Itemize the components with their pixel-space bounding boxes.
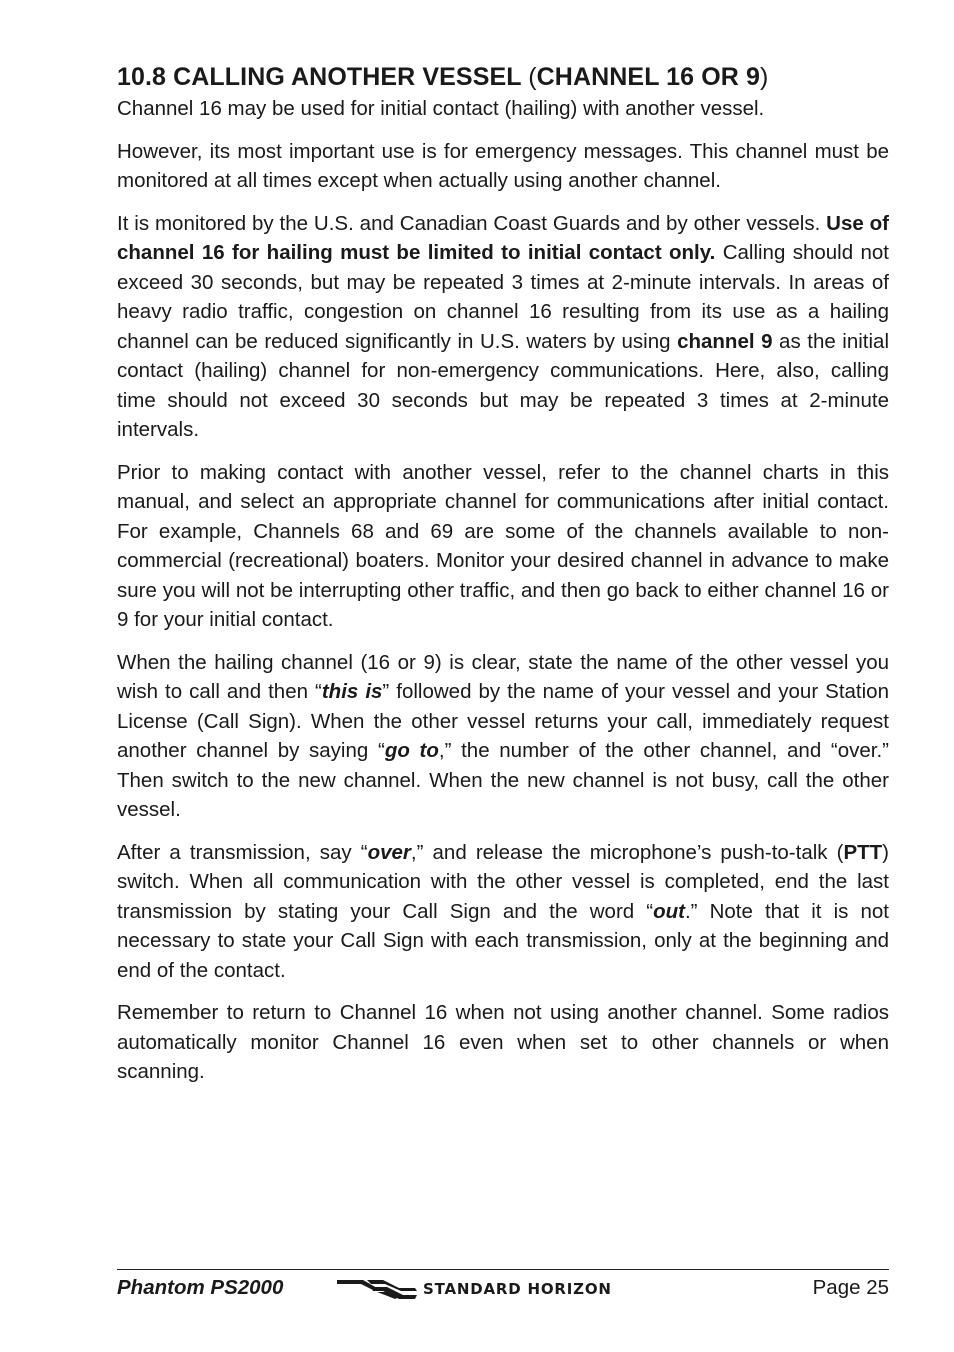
paragraph-1: Channel 16 may be used for initial contact (hailing) with another vessel. — [117, 97, 765, 120]
paragraph-3 — [117, 209, 889, 445]
paragraph-7: Remember to return to Channel 16 when not using another channel. Some radios automatically monitor Channel 16 even when set to other channels or when scanning. — [117, 1001, 889, 1083]
paragraph-3-text-c: as the initial contact (hailing) channel for non-emergency communications. Here, also, calling time should not exceed 30 seconds but may be repeated 3 times at 2-minute intervals. — [117, 329, 890, 441]
paragraph-5-text-b: ” followed by the name of your vessel and your Station License (Call Sign). When the other vessel returns your call, immediately request another channel by saying “ — [117, 680, 889, 762]
paragraph-3-text-b: Calling should not exceed 30 seconds, but may be repeated 3 times at 2-minute intervals. In areas of heavy radio traffic, congestion on channel 16 resulting from its use as a hailing channel can be reduced significantly in U.S. waters by using — [117, 241, 889, 353]
footer-model-name: Phantom PS2000 — [117, 1276, 284, 1299]
paragraph-6-emphasis-over: over — [367, 840, 411, 864]
paragraph-6-text-c: ) switch. When all communication with the other vessel is completed, end the last transmission by stating your Call Sign and the word “ — [117, 840, 889, 923]
paragraph-6-bold-ptt: PTT — [843, 840, 883, 864]
page-content — [117, 60, 889, 1100]
footer-brand-name: STANDARD HORIZON — [423, 1280, 612, 1298]
paragraph-6-emphasis-out: out — [653, 899, 685, 923]
paragraph-6-text-b: ,” and release the microphone’s push-to-talk ( — [410, 840, 844, 864]
paragraph-3-text-a: It is monitored by the U.S. and Canadian Coast Guards and by other vessels. — [117, 211, 827, 235]
page-footer — [117, 1276, 889, 1306]
paragraph-5 — [117, 648, 889, 825]
footer-brand-logo — [337, 1277, 612, 1301]
paragraph-5-emphasis-this-is: this is — [321, 680, 383, 703]
section-heading — [117, 60, 889, 94]
footer-page-number: Page 25 — [812, 1276, 889, 1299]
section-heading-inner: CHANNEL 16 OR 9 — [536, 63, 760, 91]
paragraph-4: Prior to making contact with another vessel, refer to the channel charts in this manual, and select an appropriate channel for communications after initial contact. For example, Channels 68 and 69 are some of the channels available to non-commercial (recreational) boaters. Monitor your desired channel in advance to make sure you will not be interrupting other traffic, and then go back to either channel 16 or 9 for your initial contact. — [117, 460, 889, 631]
paragraph-3-bold-channel: channel 9 — [677, 329, 773, 353]
paragraph-5-emphasis-go-to: go to — [384, 739, 439, 762]
paragraph-6-text-a: After a transmission, say “ — [117, 840, 368, 864]
paragraph-6-text-d: .” Note that it is not necessary to state your Call Sign with each transmission, only at the beginning and end of the contact. — [117, 899, 889, 982]
section-heading-open-paren: ( — [528, 63, 537, 91]
paragraph-3-bold-rule: Use of channel 16 for hailing must be limited to initial contact only. — [117, 211, 889, 264]
footer-divider — [117, 1269, 889, 1270]
paragraph-5-text-c: ,” the number of the other channel, and “over.” Then switch to the new channel. When the new channel is not busy, call the other vessel. — [117, 739, 890, 821]
paragraph-2: However, its most important use is for emergency messages. This channel must be monitored at all times except when actually using another channel. — [117, 139, 889, 192]
standard-horizon-logo-icon — [337, 1277, 417, 1301]
section-heading-main: 10.8 CALLING ANOTHER VESSEL — [117, 63, 529, 91]
paragraph-5-text-a: When the hailing channel (16 or 9) is clear, state the name of the other vessel you wish to call and then “ — [117, 650, 889, 703]
paragraph-6 — [117, 838, 889, 986]
section-heading-close-paren: ) — [759, 63, 769, 91]
